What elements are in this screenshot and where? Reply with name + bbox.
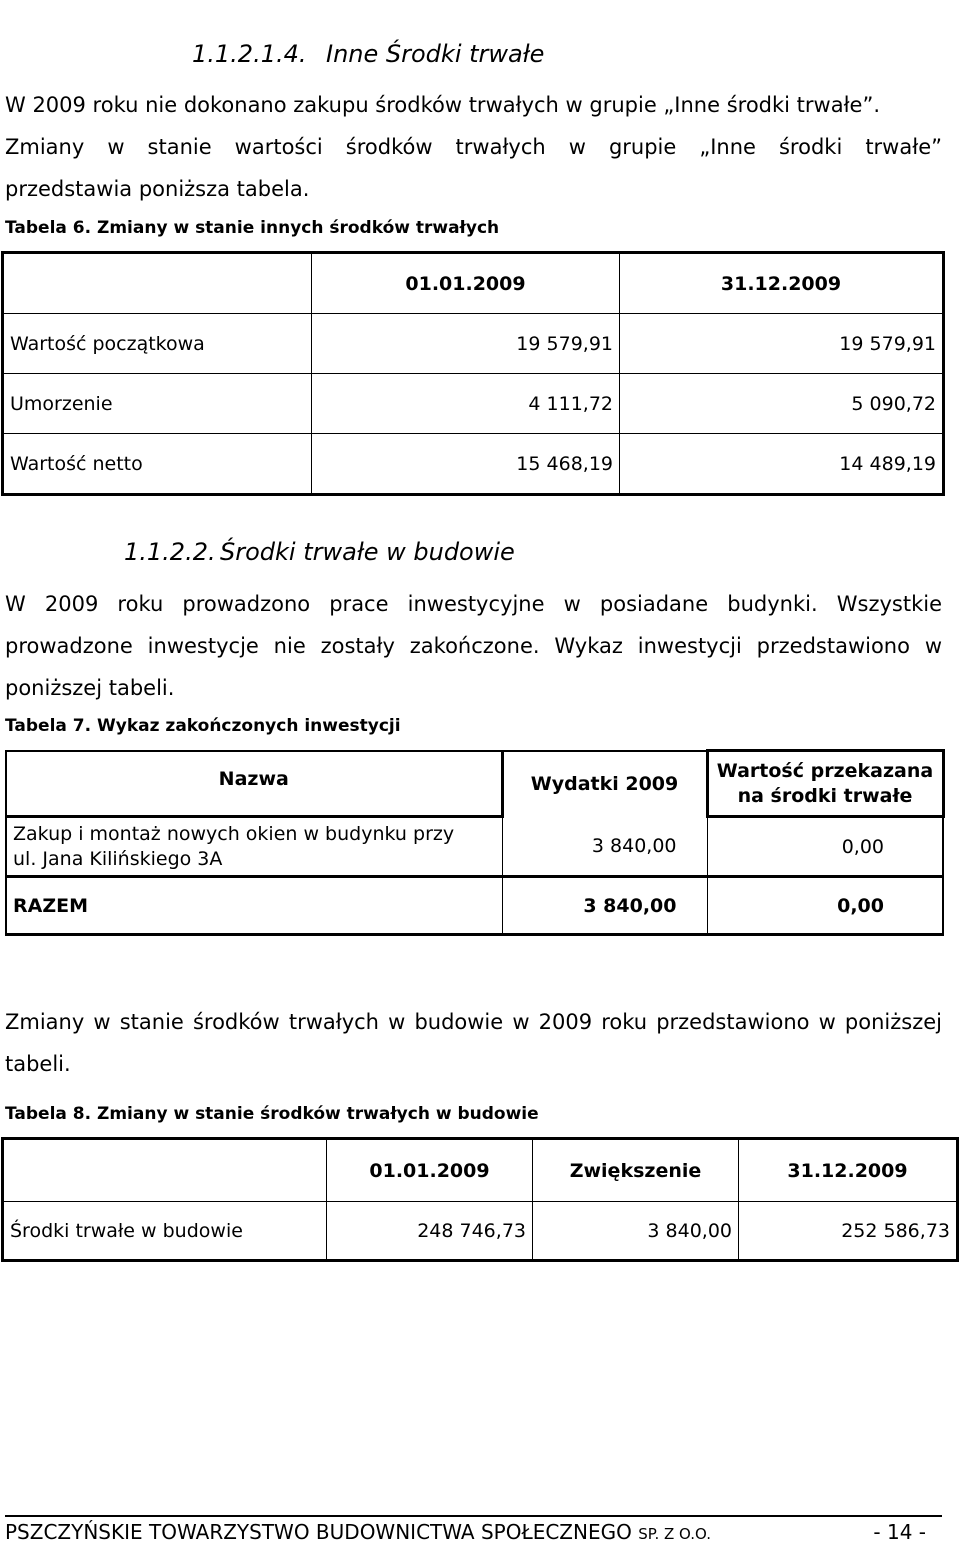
section-title: Inne Środki trwałe bbox=[326, 40, 545, 68]
value-cell: 15 468,19 bbox=[312, 434, 620, 494]
table-header-row bbox=[4, 254, 943, 314]
value-cell: 252 586,73 bbox=[739, 1202, 957, 1260]
paragraph-line: Zmiany w stanie wartości środków trwałych w grupie „Inne środki trwałe” bbox=[5, 135, 942, 159]
paragraph-line: W 2009 roku nie dokonano zakupu środków trwałych w grupie „Inne środki trwałe”. bbox=[5, 93, 881, 117]
section-title: Środki trwałe w budowie bbox=[220, 538, 515, 566]
table-row bbox=[4, 434, 943, 494]
value-cell: 3 840,00 bbox=[502, 817, 707, 877]
table-row bbox=[4, 1202, 957, 1260]
table-caption: Tabela 8. Zmiany w stanie środków trwałych w budowie bbox=[5, 1104, 539, 1124]
value-cell: 14 489,19 bbox=[620, 434, 943, 494]
value-cell: 248 746,73 bbox=[327, 1202, 533, 1260]
section-number: 1.1.2.1.4. bbox=[192, 40, 307, 68]
table-inwestycje bbox=[5, 749, 945, 936]
row-label: Środki trwałe w budowie bbox=[4, 1202, 327, 1260]
table-header-row bbox=[4, 1140, 957, 1202]
header-cell: 31.12.2009 bbox=[620, 254, 943, 314]
paragraph-line: W 2009 roku prowadzono prace inwestycyjne w posiadane budynki. Wszystkie bbox=[5, 592, 942, 616]
paragraph-zmiany-budowa bbox=[5, 1001, 942, 1085]
value-cell: 3 840,00 bbox=[533, 1202, 739, 1260]
paragraph-line: tabeli. bbox=[5, 1052, 71, 1076]
paragraph-line: przedstawia poniższa tabela. bbox=[5, 177, 310, 201]
footer-organization bbox=[5, 1520, 711, 1544]
investment-name: Zakup i montaż nowych okien w budynku przy ul. Jana Kilińskiego 3A bbox=[6, 817, 502, 877]
header-cell: 31.12.2009 bbox=[739, 1140, 957, 1202]
header-cell: Zwiększenie bbox=[533, 1140, 739, 1202]
header-cell: Wydatki 2009 bbox=[502, 751, 707, 817]
page-footer bbox=[5, 1520, 942, 1544]
table-row bbox=[4, 374, 943, 434]
table-row bbox=[6, 817, 943, 877]
paragraph-line: Zmiany w stanie środków trwałych w budowie w 2009 roku przedstawiono w poniższej bbox=[5, 1010, 942, 1034]
table-srodki-budowa bbox=[3, 1139, 957, 1260]
value-cell: 19 579,91 bbox=[620, 314, 943, 374]
table-caption: Tabela 7. Wykaz zakończonych inwestycji bbox=[5, 716, 401, 736]
total-value: 0,00 bbox=[707, 877, 943, 935]
header-cell: 01.01.2009 bbox=[312, 254, 620, 314]
row-label: Umorzenie bbox=[4, 374, 312, 434]
paragraph-line: prowadzone inwestycje nie zostały zakończone. Wykaz inwestycji przedstawiono w bbox=[5, 634, 942, 658]
row-label: Wartość netto bbox=[4, 434, 312, 494]
table-total-row bbox=[6, 877, 943, 935]
footer-org-name: PSZCZYŃSKIE TOWARZYSTWO BUDOWNICTWA SPOŁECZNEGO bbox=[5, 1520, 632, 1544]
value-cell: 5 090,72 bbox=[620, 374, 943, 434]
row-label: Wartość początkowa bbox=[4, 314, 312, 374]
page-number: - 14 - bbox=[873, 1520, 926, 1544]
value-cell: 0,00 bbox=[707, 817, 943, 877]
header-cell: Wartość przekazana na środki trwałe bbox=[707, 751, 943, 817]
footer-org-suffix: SP. Z O.O. bbox=[638, 1525, 711, 1543]
paragraph-inne bbox=[5, 84, 942, 210]
paragraph-line: poniższej tabeli. bbox=[5, 676, 175, 700]
table-header-row bbox=[6, 751, 943, 817]
header-cell: 01.01.2009 bbox=[327, 1140, 533, 1202]
footer-divider bbox=[5, 1515, 942, 1517]
table-caption: Tabela 6. Zmiany w stanie innych środków trwałych bbox=[5, 218, 500, 238]
total-label: RAZEM bbox=[6, 877, 502, 935]
table-inne-srodki bbox=[3, 253, 943, 494]
section-heading-budowa bbox=[124, 538, 515, 566]
header-cell bbox=[4, 1140, 327, 1202]
section-number: 1.1.2.2. bbox=[124, 538, 216, 566]
section-heading-inne bbox=[192, 40, 544, 68]
header-cell bbox=[4, 254, 312, 314]
table-row bbox=[4, 314, 943, 374]
total-value: 3 840,00 bbox=[502, 877, 707, 935]
paragraph-budowa bbox=[5, 583, 942, 709]
value-cell: 19 579,91 bbox=[312, 314, 620, 374]
value-cell: 4 111,72 bbox=[312, 374, 620, 434]
header-cell: Nazwa bbox=[6, 751, 502, 817]
